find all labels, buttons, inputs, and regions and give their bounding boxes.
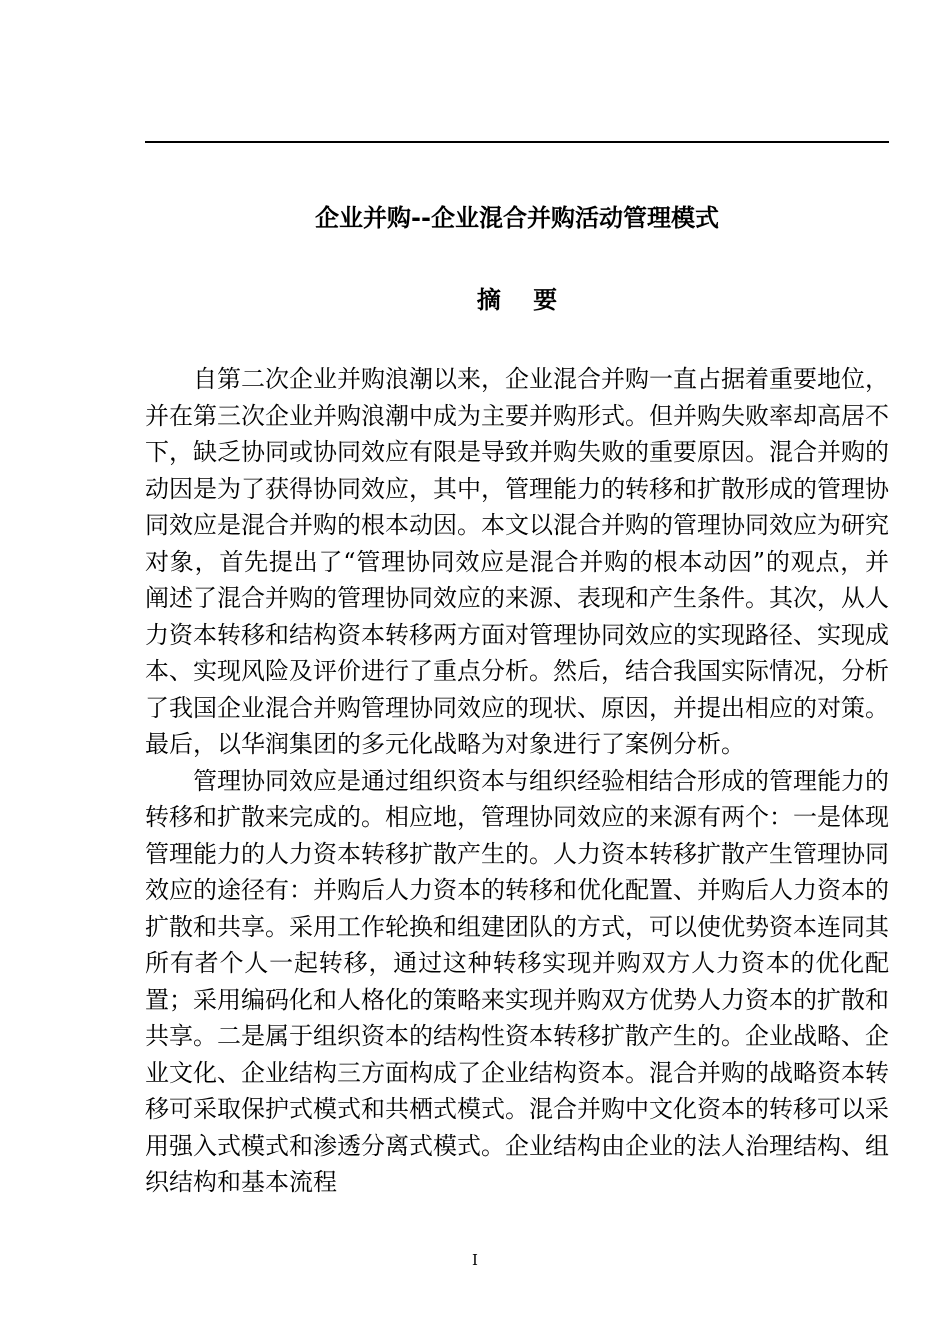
page-number: I bbox=[472, 1251, 478, 1269]
document-title: 企业并购--企业混合并购活动管理模式 bbox=[315, 204, 719, 232]
abstract-heading: 摘 要 bbox=[476, 286, 570, 314]
abstract-paragraph-1: 自第二次企业并购浪潮以来，企业混合并购一直占据着重要地位，并在第三次企业并购浪潮中成为主要并购形式。但并购失败率却高居不下，缺乏协同或协同效应有限是导致并购失败的重要原因。混合并购的动因是为了获得协同效应，其中，管理能力的转移和扩散形成的管理协同效应是混合并购的根本动因。本文以混合并购的管理协同效应为研究对象，首先提出了“管理协同效应是混合并购的根本动因”的观点，并阐述了混合并购的管理协同效应的来源、表现和产生条件。其次，从人力资本转移和结构资本转移两方面对管理协同效应的实现路径、实现成本、实现风险及评价进行了重点分析。然后，结合我国实际情况，分析了我国企业混合并购管理协同效应的现状、原因，并提出相应的对策。最后，以华润集团的多元化战略为对象进行了案例分析。 bbox=[145, 365, 889, 758]
abstract-body bbox=[145, 361, 889, 1201]
header-rule bbox=[145, 141, 889, 143]
abstract-paragraph-2: 管理协同效应是通过组织资本与组织经验相结合形成的管理能力的转移和扩散来完成的。相应地，管理协同效应的来源有两个：一是体现管理能力的人力资本转移扩散产生的。人力资本转移扩散产生管理协同效应的途径有：并购后人力资本的转移和优化配置、并购后人力资本的扩散和共享。采用工作轮换和组建团队的方式，可以使优势资本连同其所有者个人一起转移，通过这种转移实现并购双方人力资本的优化配置；采用编码化和人格化的策略来实现并购双方优势人力资本的扩散和共享。二是属于组织资本的结构性资本转移扩散产生的。企业战略、企业文化、企业结构三方面构成了企业结构资本。混合并购的战略资本转移可采取保护式模式和共栖式模式。混合并购中文化资本的转移可以采用强入式模式和渗透分离式模式。企业结构由企业的法人治理结构、组织结构和基本流程 bbox=[145, 766, 889, 1196]
